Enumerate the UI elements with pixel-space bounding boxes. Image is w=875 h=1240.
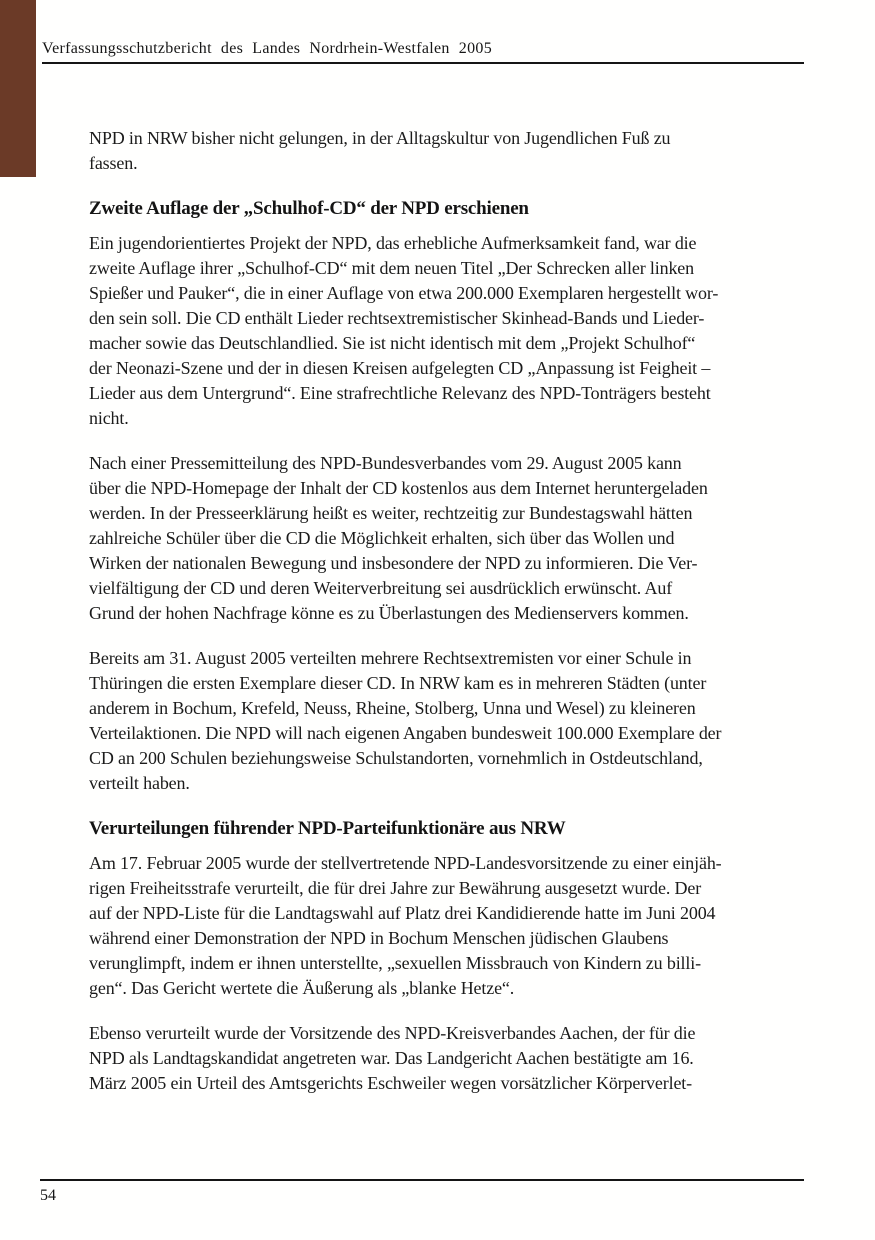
text-line: werden. In der Presseerklärung heißt es weiter, rechtzeitig zur Bundestagswahl hätten (89, 503, 693, 523)
text-line: Wirken der nationalen Bewegung und insbesondere der NPD zu informieren. Die Ver- (89, 553, 698, 573)
paragraph-schulhof-cd-3 (89, 646, 805, 796)
text-line: Ein jugendorientiertes Projekt der NPD, das erhebliche Aufmerksamkeit fand, war die (89, 233, 697, 253)
paragraph-schulhof-cd-2 (89, 451, 805, 626)
text-line: März 2005 ein Urteil des Amtsgerichts Eschweiler wegen vorsätzlicher Körperverlet- (89, 1073, 692, 1093)
text-line: Am 17. Februar 2005 wurde der stellvertretende NPD-Landesvorsitzende zu einer einjäh- (89, 853, 722, 873)
running-header-title: Verfassungsschutzbericht des Landes Nordrhein-Westfalen 2005 (42, 40, 493, 57)
page-corner-accent-bar (0, 0, 36, 177)
paragraph-verurteilungen-2 (89, 1021, 805, 1096)
text-line: zahlreiche Schüler über die CD die Möglichkeit erhalten, sich über das Wollen und (89, 528, 675, 548)
paragraph-verurteilungen-1 (89, 851, 805, 1001)
text-line: Bereits am 31. August 2005 verteilten mehrere Rechtsextremisten vor einer Schule in (89, 648, 692, 668)
text-line: der Neonazi-Szene und der in diesen Kreisen aufgelegten CD „Anpassung ist Feigheit – (89, 358, 711, 378)
section-heading-verurteilungen: Verurteilungen führender NPD-Parteifunktionäre aus NRW (89, 818, 566, 839)
text-line: auf der NPD-Liste für die Landtagswahl auf Platz drei Kandidierende hatte im Juni 2004 (89, 903, 716, 923)
text-line: anderem in Bochum, Krefeld, Neuss, Rheine, Stolberg, Unna und Wesel) zu kleineren (89, 698, 696, 718)
text-line: Grund der hohen Nachfrage könne es zu Überlastungen des Medienservers kommen. (89, 603, 689, 623)
section-heading-schulhof-cd: Zweite Auflage der „Schulhof-CD“ der NPD erschienen (89, 198, 529, 219)
text-line: den sein soll. Die CD enthält Lieder rechtsextremistischer Skinhead-Bands und Lieder- (89, 308, 705, 328)
text-line: macher sowie das Deutschlandlied. Sie ist nicht identisch mit dem „Projekt Schulhof“ (89, 333, 696, 353)
header-rule (42, 62, 804, 64)
text-line: NPD in NRW bisher nicht gelungen, in der Alltagskultur von Jugendlichen Fuß zu (89, 128, 671, 148)
text-line: Verteilaktionen. Die NPD will nach eigenen Angaben bundesweit 100.000 Exemplare der (89, 723, 722, 743)
text-line: Thüringen die ersten Exemplare dieser CD. In NRW kam es in mehreren Städten (unter (89, 673, 707, 693)
paragraph-schulhof-cd-1 (89, 231, 805, 431)
text-line: Nach einer Pressemitteilung des NPD-Bundesverbandes vom 29. August 2005 kann (89, 453, 682, 473)
text-line: während einer Demonstration der NPD in Bochum Menschen jüdischen Glaubens (89, 928, 669, 948)
page-number: 54 (40, 1187, 56, 1204)
paragraph-intro-continuation (89, 126, 805, 176)
text-line: NPD als Landtagskandidat angetreten war. Das Landgericht Aachen bestätigte am 16. (89, 1048, 694, 1068)
text-line: gen“. Das Gericht wertete die Äußerung als „blanke Hetze“. (89, 978, 515, 998)
text-line: CD an 200 Schulen beziehungsweise Schulstandorten, vornehmlich in Ostdeutschland, (89, 748, 703, 768)
text-line: Spießer und Pauker“, die in einer Auflage von etwa 200.000 Exemplaren hergestellt wor- (89, 283, 719, 303)
text-line: fassen. (89, 153, 138, 173)
text-line: zweite Auflage ihrer „Schulhof-CD“ mit dem neuen Titel „Der Schrecken aller linken (89, 258, 695, 278)
footer-rule (40, 1179, 804, 1181)
text-line: rigen Freiheitsstrafe verurteilt, die für drei Jahre zur Bewährung ausgesetzt wurde. Der (89, 878, 702, 898)
text-line: verunglimpft, indem er ihnen unterstellte, „sexuellen Missbrauch von Kindern zu billi- (89, 953, 701, 973)
text-line: verteilt haben. (89, 773, 190, 793)
text-line: Ebenso verurteilt wurde der Vorsitzende des NPD-Kreisverbandes Aachen, der für die (89, 1023, 696, 1043)
text-line: über die NPD-Homepage der Inhalt der CD kostenlos aus dem Internet heruntergeladen (89, 478, 708, 498)
text-line: vielfältigung der CD und deren Weiterverbreitung sei ausdrücklich erwünscht. Auf (89, 578, 673, 598)
page-body (89, 126, 805, 1116)
text-line: nicht. (89, 408, 129, 428)
text-line: Lieder aus dem Untergrund“. Eine strafrechtliche Relevanz des NPD-Tonträgers besteht (89, 383, 711, 403)
